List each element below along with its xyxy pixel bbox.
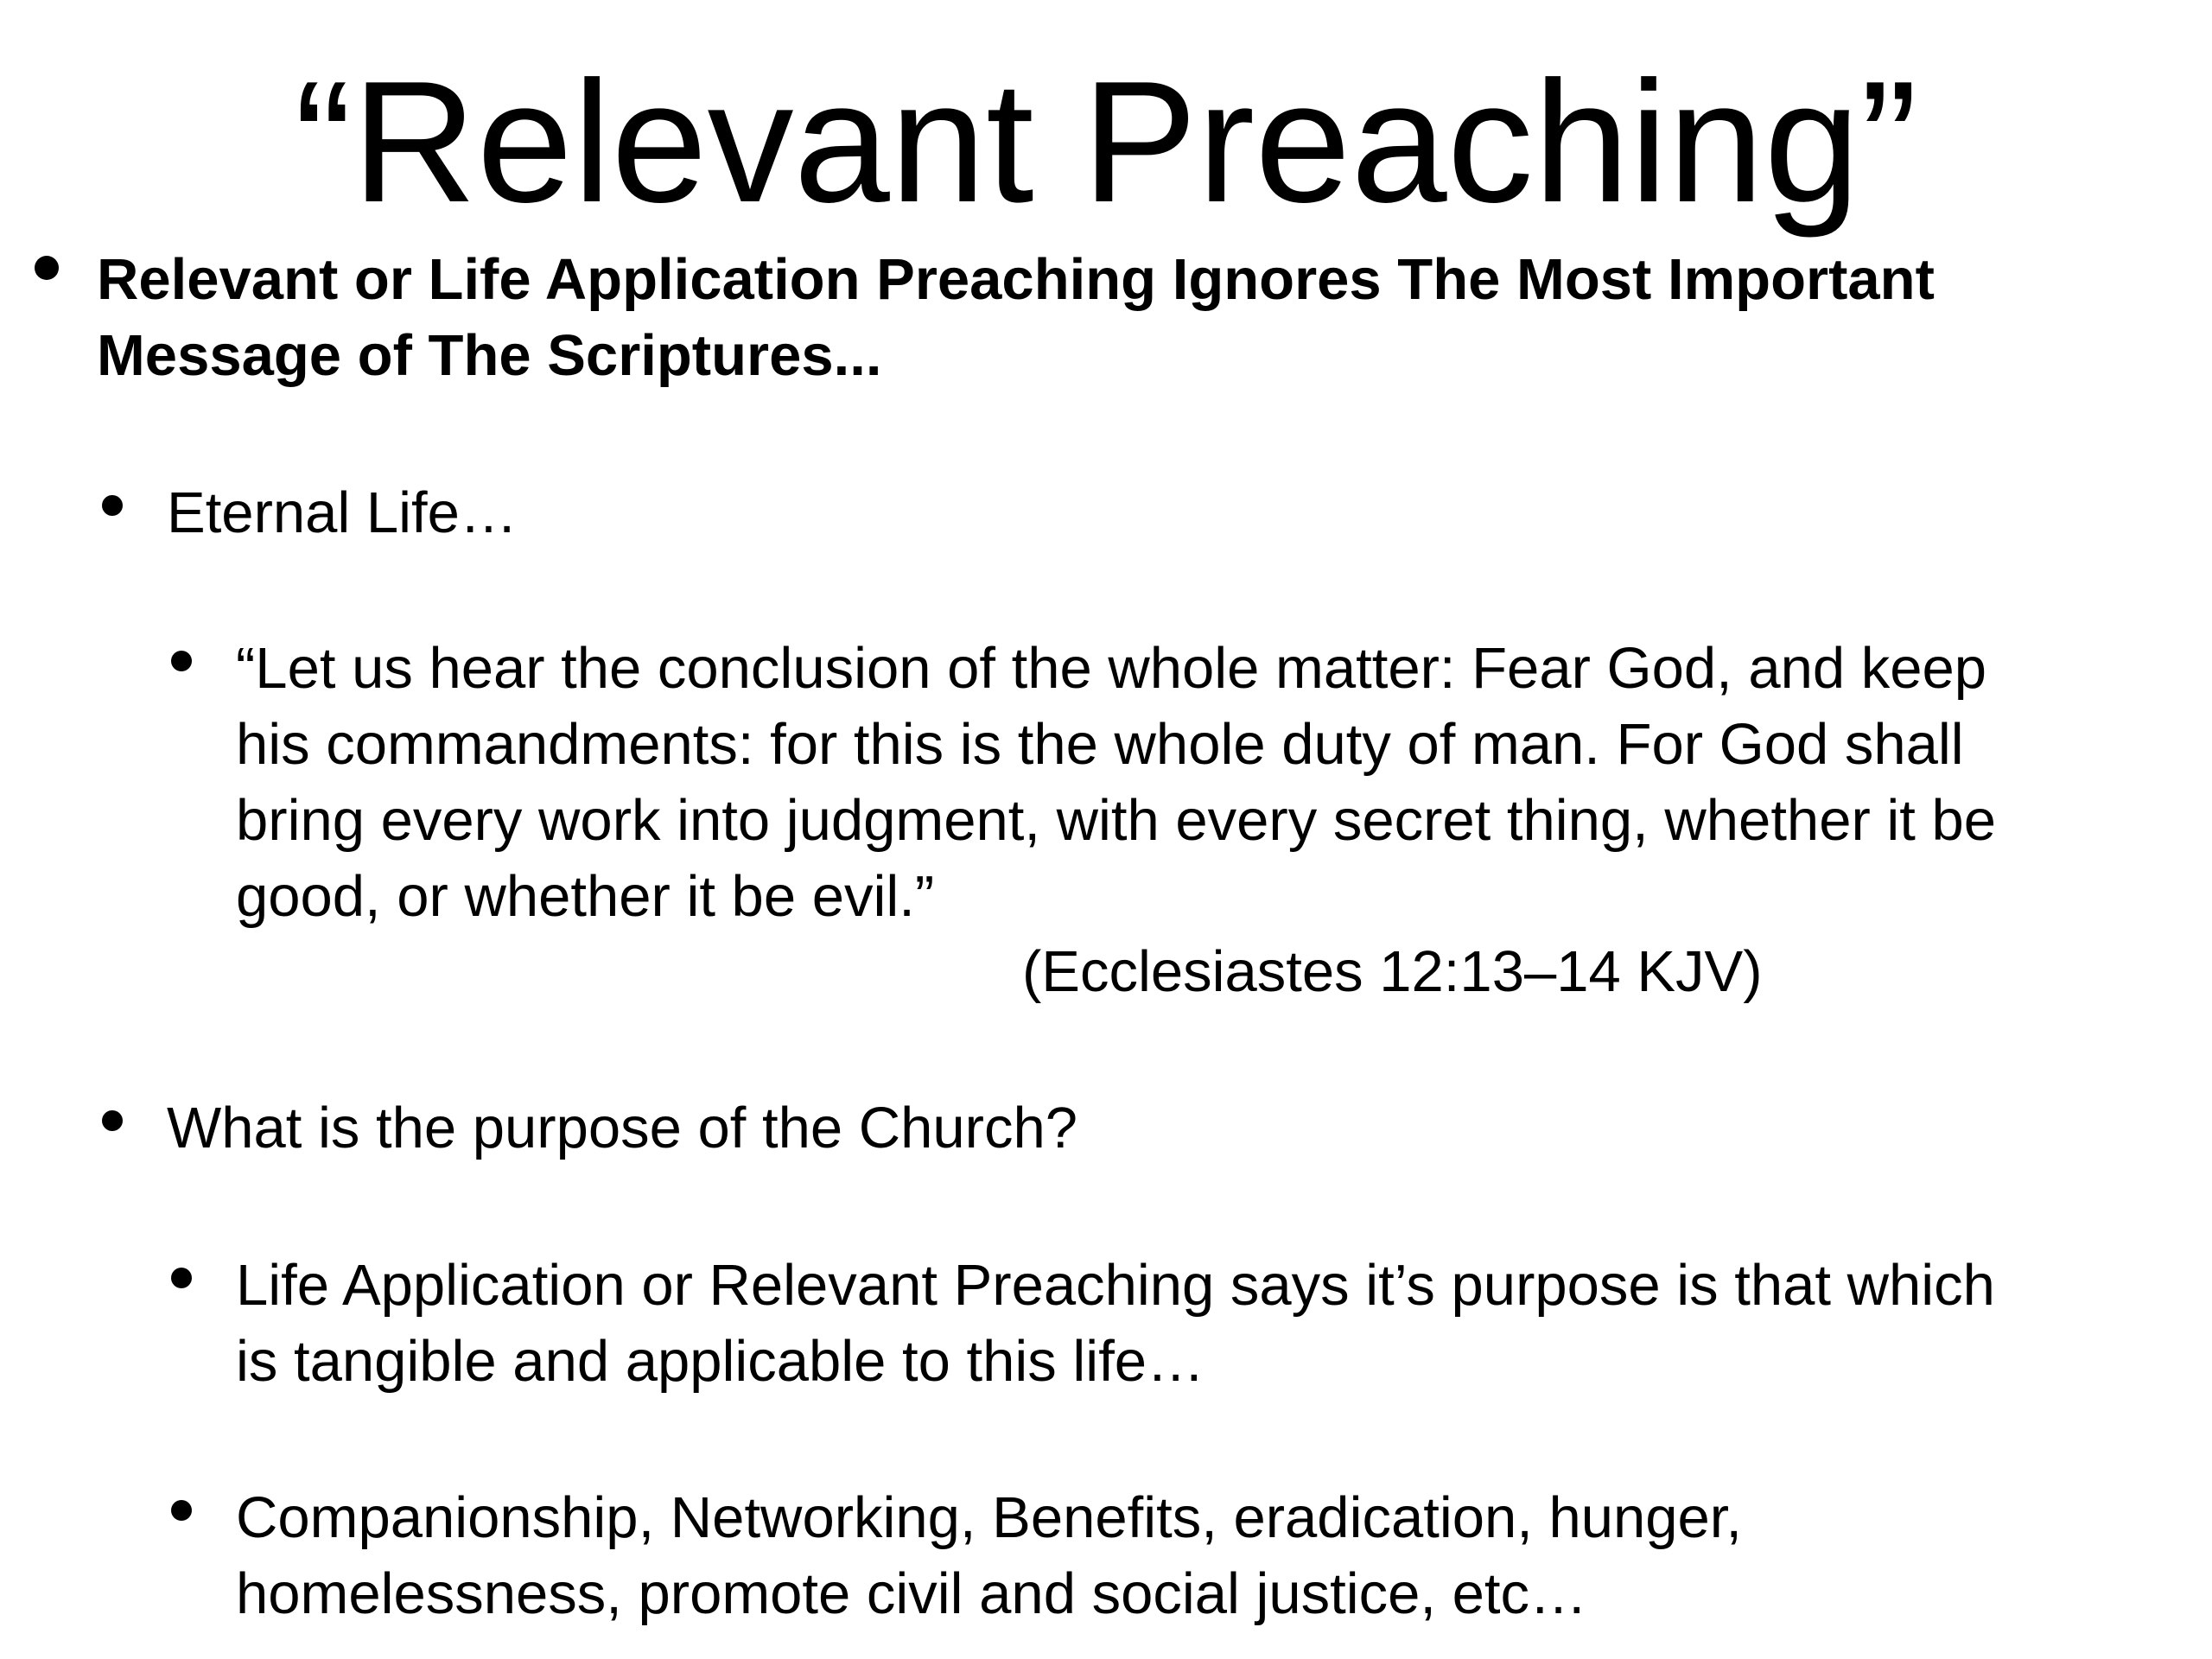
church-purpose-subitem xyxy=(236,1248,1995,1400)
scripture-citation: (Ecclesiastes 12:13–14 KJV) xyxy=(1022,939,1763,1004)
subitem-line: is tangible and applicable to this life… xyxy=(236,1329,1205,1394)
bullet-icon xyxy=(102,1110,123,1131)
bullet-icon xyxy=(102,495,123,516)
church-purpose-subitem xyxy=(236,1480,1742,1632)
subitem-line: Life Application or Relevant Preaching says it’s purpose is that which xyxy=(236,1253,1995,1318)
main-point-line: Relevant or Life Application Preaching Ignores The Most Important xyxy=(97,247,1935,312)
main-point-line: Message of The Scriptures... xyxy=(97,323,882,388)
quote-line: “Let us hear the conclusion of the whole matter: Fear God, and keep xyxy=(236,636,1987,701)
bullet-icon xyxy=(35,256,59,280)
bullet-icon xyxy=(171,651,192,671)
slide-title: “Relevant Preaching” xyxy=(294,46,1918,238)
subitem-line: Companionship, Networking, Benefits, eradication, hunger, xyxy=(236,1485,1743,1550)
eternal-life-label: Eternal Life… xyxy=(167,480,518,545)
bullet-icon xyxy=(171,1268,192,1288)
bullet-icon xyxy=(171,1500,192,1521)
church-purpose-label: What is the purpose of the Church? xyxy=(167,1096,1077,1160)
scripture-quote xyxy=(236,631,1996,935)
subitem-line: homelessness, promote civil and social justice, etc… xyxy=(236,1561,1587,1626)
quote-line: bring every work into judgment, with every secret thing, whether it be xyxy=(236,788,1997,853)
main-point xyxy=(97,242,1935,394)
quote-line: good, or whether it be evil.” xyxy=(236,864,935,929)
quote-line: his commandments: for this is the whole duty of man. For God shall xyxy=(236,712,1964,777)
